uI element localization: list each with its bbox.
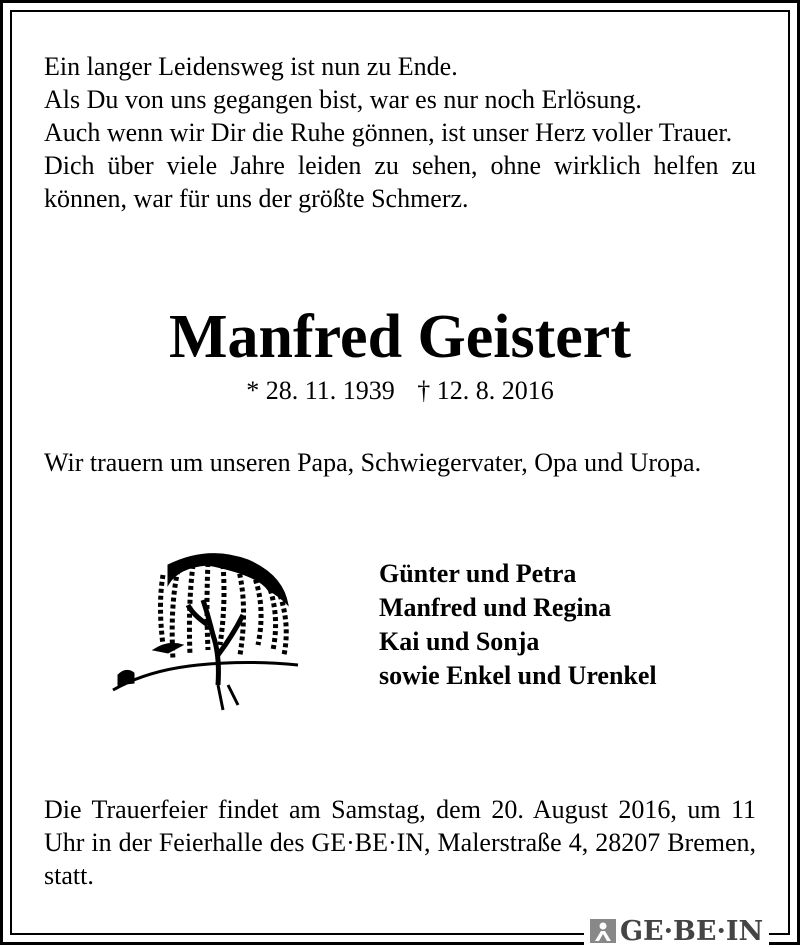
logo-mark-icon <box>590 919 616 943</box>
mourning-text: Wir trauern um unseren Papa, Schwiegervater, Opa und Uropa. <box>44 448 702 477</box>
family-member: sowie Enkel und Urenkel <box>379 661 657 690</box>
intro-line: Auch wenn wir Dir die Ruhe gönnen, ist unser Herz voller Trauer. <box>44 118 733 147</box>
birth-date: * 28. 11. 1939 <box>246 376 395 405</box>
gebein-logo <box>584 916 769 946</box>
logo-text: GE·BE·IN <box>620 915 764 947</box>
willow-tree-illustration <box>108 545 304 715</box>
family-member: Manfred und Regina <box>379 593 612 622</box>
intro-text <box>44 50 756 215</box>
funeral-info: Die Trauerfeier findet am Samstag, dem 20. August 2016, um 11 Uhr in der Feierhalle des GE·BE·IN, Malerstraße 4, 28207 Bremen, statt. <box>44 795 756 890</box>
intro-line: Ein langer Leidensweg ist nun zu Ende. <box>44 52 458 81</box>
family-member: Kai und Sonja <box>379 627 540 656</box>
family-member: Günter und Petra <box>379 559 577 588</box>
death-date: † 12. 8. 2016 <box>417 376 554 405</box>
life-dates <box>0 376 800 406</box>
deceased-name: Manfred Geistert <box>169 303 631 371</box>
intro-line: Dich über viele Jahre leiden zu sehen, ohne wirklich helfen zu können, war für uns der größte Schmerz. <box>44 151 756 213</box>
family-list <box>379 557 657 693</box>
intro-line: Als Du von uns gegangen bist, war es nur noch Erlösung. <box>44 85 642 114</box>
